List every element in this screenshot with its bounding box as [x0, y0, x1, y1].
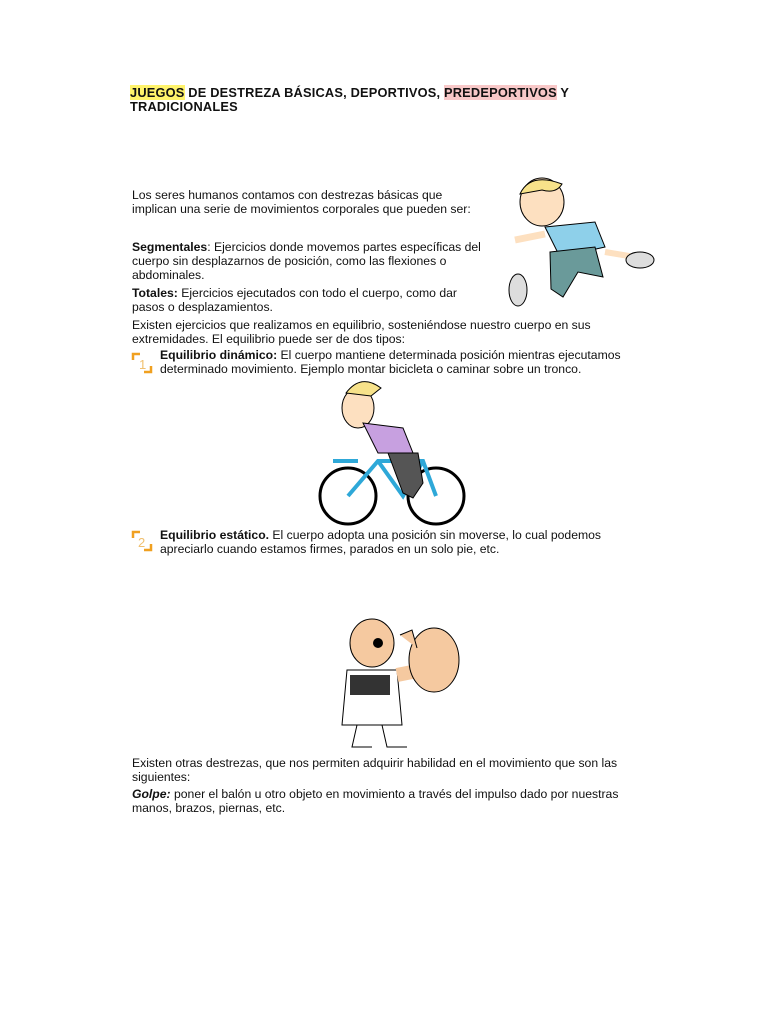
highlight-juegos: JUEGOS — [130, 85, 185, 100]
bullet-dinamico — [160, 348, 660, 376]
segmentales-paragraph — [132, 240, 490, 282]
segmentales-text: : Ejercicios donde movemos partes específicas del cuerpo sin desplazarnos de posición, como las flexiones o abdominales. — [132, 240, 481, 282]
title-text: DE DESTREZA BÁSICAS, DEPORTIVOS, — [184, 85, 444, 100]
dinamico-term: Equilibrio dinámico: — [160, 348, 278, 362]
svg-text:2: 2 — [138, 535, 146, 550]
estatico-text: El cuerpo adopta una posición sin moverse, lo cual podemos apreciarlo cuando estamos firmes, parados en un solo pie, etc. — [160, 528, 601, 556]
intro-paragraph: Los seres humanos contamos con destrezas básicas que implican una serie de movimientos corporales que pueden ser: — [132, 188, 471, 216]
bullet-estatico — [160, 528, 640, 556]
number-1-bullet-icon — [131, 352, 153, 374]
totales-paragraph — [132, 286, 484, 314]
number-2-bullet-icon — [131, 530, 153, 552]
equilibrio-intro: Existen ejercicios que realizamos en equilibrio, sosteniéndose nuestro cuerpo en sus extremidades. El equilibrio puede ser de dos tipos: — [132, 318, 591, 346]
dinamico-text: El cuerpo mantiene determinada posición mientras ejecutamos determinado movimiento. Ejemplo montar bicicleta o caminar sobre un tronco. — [160, 348, 621, 376]
totales-text: Ejercicios ejecutados con todo el cuerpo, como dar pasos o desplazamientos. — [132, 286, 457, 314]
segmentales-term: Segmentales — [132, 240, 208, 254]
golpe-term: Golpe: — [132, 787, 171, 801]
otras-destrezas-paragraph: Existen otras destrezas, que nos permiten adquirir habilidad en el movimiento que son las siguientes: — [132, 756, 618, 784]
title-end: Y TRADICIONALES — [130, 85, 569, 114]
golpe-paragraph — [132, 787, 652, 815]
totales-term: Totales: — [132, 286, 178, 300]
running-boy-illustration — [500, 172, 655, 317]
svg-text:1: 1 — [139, 357, 147, 372]
page-title — [130, 86, 580, 114]
highlight-predeportivos: PREDEPORTIVOS — [444, 85, 557, 100]
karate-kick-illustration — [322, 615, 470, 753]
golpe-text: poner el balón u otro objeto en movimiento a través del impulso dado por nuestras manos, brazos, piernas, etc. — [132, 787, 619, 815]
estatico-term: Equilibrio estático. — [160, 528, 270, 542]
cyclist-illustration — [318, 378, 466, 526]
